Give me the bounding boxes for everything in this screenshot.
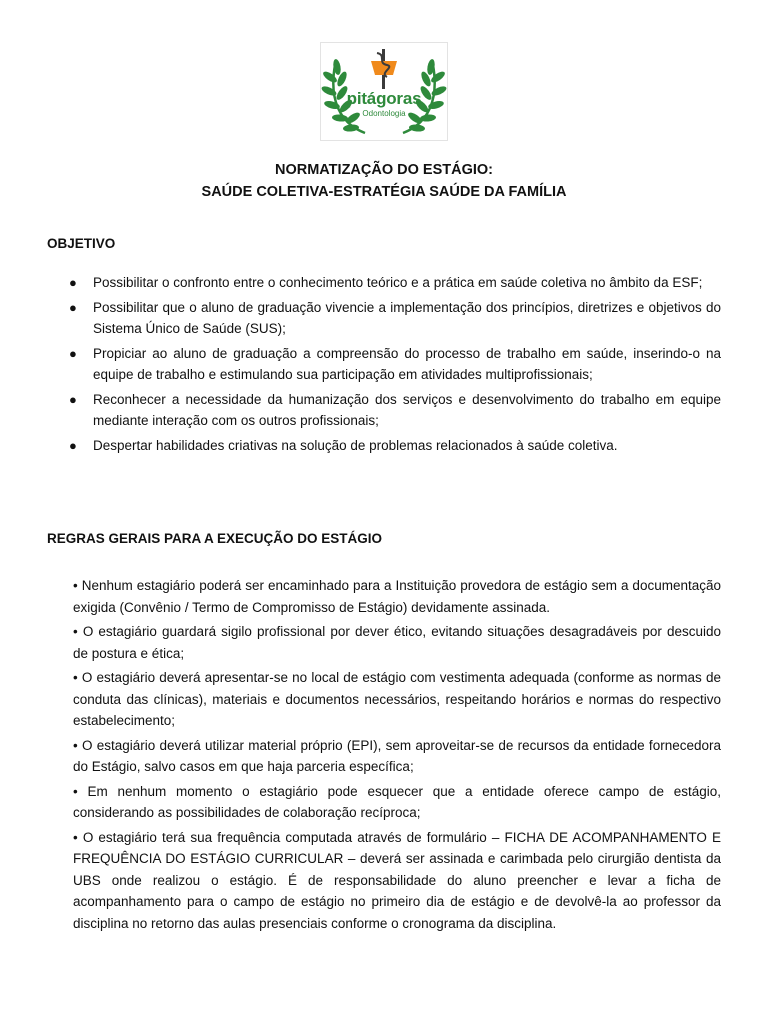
list-item-text: Possibilitar que o aluno de graduação vivencie a implementação dos princípios, diretrizes e objetivos do Sistema Único de Saúde (SUS);	[93, 300, 721, 336]
regras-heading: REGRAS GERAIS PARA A EXECUÇÃO DO ESTÁGIO	[47, 531, 383, 546]
objetivo-heading: OBJETIVO	[47, 236, 116, 251]
list-item	[47, 297, 721, 339]
list-item	[47, 389, 721, 431]
rule-paragraph: • Nenhum estagiário poderá ser encaminhado para a Instituição provedora de estágio sem a documentação exigida (Convênio / Termo de Compromisso de Estágio) devidamente assinada.	[73, 578, 721, 615]
list-item	[47, 435, 721, 456]
list-item-text: Propiciar ao aluno de graduação a compreensão do processo de trabalho em saúde, inserindo-o na equipe de trabalho e estimulando sua participação em atividades multiprofissionais;	[93, 346, 721, 382]
regras-list	[73, 575, 721, 937]
list-item-text: Reconhecer a necessidade da humanização dos serviços e desenvolvimento do trabalho em equipe mediante interação com os outros profissionais;	[93, 392, 721, 428]
list-item-text: Despertar habilidades criativas na solução de problemas relacionados à saúde coletiva.	[93, 438, 618, 453]
bullet-icon: ●	[69, 275, 77, 290]
bullet-icon: ●	[69, 438, 77, 453]
logo-name: pitágoras	[346, 89, 422, 108]
bullet-icon: ●	[69, 392, 77, 407]
rule-paragraph: • O estagiário guardará sigilo profissional por dever ético, evitando situações desagradáveis por descuido de postura e ética;	[73, 624, 721, 661]
bullet-icon: ●	[69, 300, 77, 315]
rule-paragraph: • O estagiário deverá apresentar-se no local de estágio com vestimenta adequada (conforme as normas de conduta das clínicas), materiais e documentos necessários, respeitando horários e normas do respectivo estabelecimento;	[73, 670, 721, 728]
list-item	[47, 343, 721, 385]
rule-paragraph: • O estagiário terá sua frequência computada através de formulário – FICHA DE ACOMPANHAMENTO E FREQUÊNCIA DO ESTÁGIO CURRICULAR – deverá ser assinada e carimbada pelo cirurgião dentista da UBS onde realizou o estágio. É de responsabilidade do aluno preencher e levar a ficha de acompanhamento para o campo de estágio no primeiro dia de estágio e de devolvê-la ao professor da disciplina no retorno das aulas presenciais conforme o cronograma da disciplina.	[73, 829, 721, 931]
document-title: NORMATIZAÇÃO DO ESTÁGIO:	[274, 162, 494, 178]
rule-paragraph: • Em nenhum momento o estagiário pode esquecer que a entidade oferece campo de estágio, considerando as possibilidades de colaboração recíproca;	[73, 783, 721, 820]
list-item	[47, 272, 721, 293]
list-item-text: Possibilitar o confronto entre o conhecimento teórico e a prática em saúde coletiva no âmbito da ESF;	[93, 275, 703, 290]
document-subtitle: SAÚDE COLETIVA-ESTRATÉGIA SAÚDE DA FAMÍLIA	[201, 184, 567, 200]
bullet-icon: ●	[69, 346, 77, 361]
rule-paragraph: • O estagiário deverá utilizar material próprio (EPI), sem aproveitar-se de recursos da entidade fornecedora do Estágio, salvo casos em que haja parceria específica;	[73, 737, 721, 774]
logo-subtitle: Odontologia	[362, 109, 406, 118]
objetivos-list	[47, 272, 721, 460]
pitagoras-logo	[320, 42, 448, 141]
